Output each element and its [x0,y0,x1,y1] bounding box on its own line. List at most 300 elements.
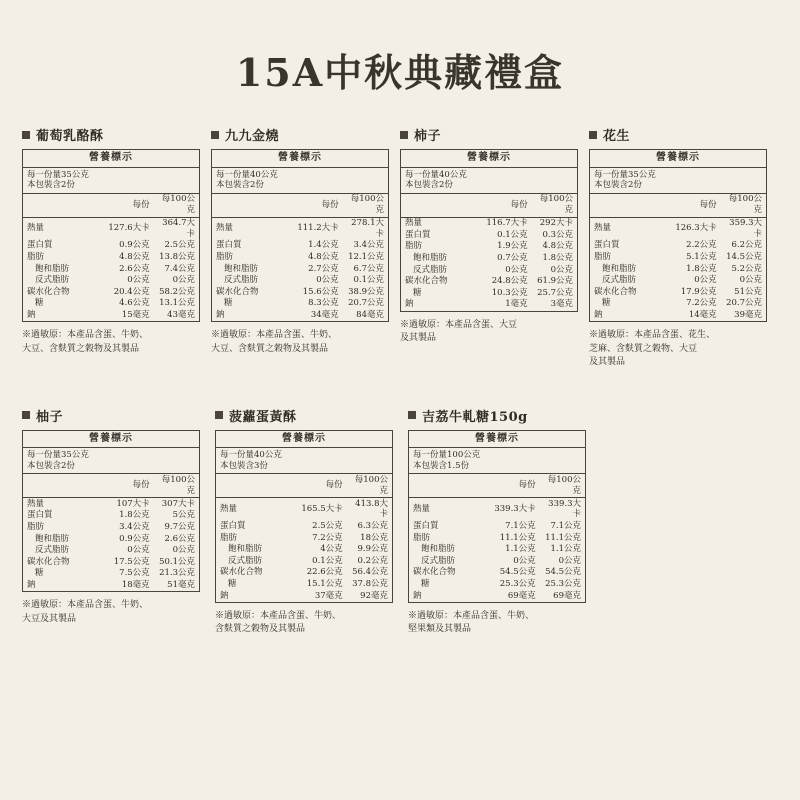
row-value-serving: 17.9公克 [680,286,717,297]
table-row [409,590,586,602]
allergen-line: ※過敏原：本產品含蛋、牛奶、 [22,600,149,611]
row-value-100g: 54.5公克 [545,567,581,578]
row-label: 碳水化合物 [27,286,70,297]
row-label: 蛋白質 [413,520,439,531]
table-row [212,251,389,263]
col-per-100g: 每100公克 [719,193,767,217]
row-value-serving: 4.8公克 [119,251,150,262]
row-value-serving: 34毫克 [310,310,339,320]
product-name: 九九金燒 [225,129,280,144]
row-value-100g: 14.5公克 [726,251,762,262]
row-value-serving: 0.1公克 [312,555,343,566]
table-row [23,310,200,322]
pack-servings: 本包裝含2份 [27,460,75,471]
row-label: 飽和脂肪 [35,263,70,274]
row-value-serving: 20.4公克 [113,286,150,297]
allergen-line: 大豆、含麩質之穀物及其製品 [22,343,140,354]
row-label: 反式脂肪 [35,545,70,556]
allergen-line: 大豆及其製品 [22,613,77,624]
col-blank [212,193,293,217]
row-label: 鈉 [216,310,225,320]
row-value-100g: 20.7公克 [726,298,762,309]
row-value-serving: 2.6公克 [119,263,150,274]
table-row [401,217,578,229]
row-value-100g: 292大卡 [539,218,573,228]
table-row [401,276,578,288]
bullet-square-icon [408,411,416,419]
row-value-100g: 0公克 [172,545,195,556]
row-value-100g: 1.1公克 [550,544,581,555]
table-row [590,310,767,322]
col-blank [401,193,482,217]
serving-info [23,448,200,474]
table-row [409,532,586,544]
row-label: 飽和脂肪 [602,263,637,274]
row-label: 飽和脂肪 [413,252,448,263]
serving-info [590,167,767,193]
row-label: 反式脂肪 [224,275,259,286]
table-row [590,240,767,252]
row-value-serving: 1.8公克 [119,510,150,521]
row-value-serving: 0.1公克 [497,229,528,240]
allergen-line: 及其製品 [589,357,626,368]
row-value-100g: 25.3公克 [545,579,581,589]
allergen-line: 芝麻、含麩質之穀物、大豆 [589,343,698,354]
row-value-100g: 413.8大卡 [355,498,388,520]
row-value-serving: 22.6公克 [306,567,343,578]
row-value-100g: 38.9公克 [348,286,384,297]
product-name: 葡萄乳酪酥 [36,129,104,144]
row-value-serving: 10.3公克 [491,287,528,298]
row-label: 脂肪 [220,532,238,543]
row-value-serving: 0.9公克 [119,533,150,544]
row-label: 鈉 [594,310,603,320]
row-value-100g: 13.8公克 [159,251,195,262]
allergen-note [408,610,588,637]
row-value-serving: 116.7大卡 [486,218,528,228]
row-label: 碳水化合物 [216,286,259,297]
row-label: 碳水化合物 [594,286,637,297]
product-card [211,125,396,370]
pack-servings: 本包裝含1.5份 [413,460,470,471]
row-value-serving: 15毫克 [121,310,150,320]
table-row [23,545,200,557]
row-value-100g: 25.7公克 [537,287,573,298]
row-label: 脂肪 [594,251,612,262]
table-row [212,240,389,252]
table-row [23,568,200,580]
row-value-serving: 7.1公克 [505,520,536,531]
table-row [23,533,200,545]
row-value-serving: 2.7公克 [308,263,339,274]
row-label: 鈉 [413,590,422,601]
row-label: 熱量 [216,223,234,234]
allergen-line: ※過敏原：本產品含蛋、花生、 [589,330,716,341]
nutrition-table [22,149,200,322]
row-value-100g: 92毫克 [360,590,388,601]
product-card [215,406,404,637]
allergen-note [215,610,395,637]
row-value-serving: 5.1公克 [686,251,717,262]
nutrition-title: 營養標示 [23,150,200,168]
col-per-serving: 每份 [104,193,152,217]
nutrition-table [408,430,586,603]
nutrition-title: 營養標示 [216,430,393,448]
row-label: 糖 [602,298,611,309]
row-value-100g: 0.3公克 [542,229,573,240]
product-name: 吉荔牛軋糖150g [422,409,528,425]
table-row [23,498,200,510]
table-row [401,264,578,276]
row-value-100g: 51毫克 [167,580,195,590]
product-name: 柿子 [414,129,442,144]
table-row [212,286,389,298]
table-row [23,217,200,240]
table-row [401,229,578,241]
serving-size: 每一份量35公克 [27,169,89,180]
pack-servings: 本包裝含2份 [405,180,453,191]
table-row [216,544,393,556]
col-blank [216,474,297,498]
pack-servings: 本包裝含3份 [220,460,268,471]
table-row [212,310,389,322]
serving-size: 每一份量40公克 [216,169,278,180]
row-value-serving: 0公克 [127,275,150,286]
row-value-100g: 6.2公克 [731,240,762,251]
allergen-note [400,319,580,346]
row-value-serving: 0.9公克 [119,240,150,251]
row-value-100g: 307大卡 [161,498,195,509]
row-value-100g: 0公克 [558,555,581,566]
row-label: 糖 [35,568,44,579]
allergen-note [211,329,391,356]
row-value-serving: 0.7公克 [497,252,528,263]
row-label: 熱量 [594,223,612,234]
product-header [22,406,211,425]
row-value-100g: 69毫克 [553,590,581,601]
row-label: 熱量 [405,218,423,228]
row-value-100g: 58.2公克 [159,286,195,297]
row-value-100g: 0公克 [172,275,195,286]
table-row [212,298,389,310]
product-header [589,125,774,144]
table-row [401,287,578,299]
table-row [23,251,200,263]
col-per-100g: 每100公克 [530,193,578,217]
row-label: 脂肪 [27,521,45,532]
serving-size: 每一份量40公克 [220,450,282,461]
row-label: 反式脂肪 [413,264,448,275]
row-label: 蛋白質 [220,520,246,531]
row-value-100g: 4.8公克 [542,241,573,252]
table-row [590,217,767,240]
row-value-100g: 5.2公克 [731,263,762,274]
col-per-100g: 每100公克 [345,474,393,498]
col-per-serving: 每份 [482,193,530,217]
table-row [590,263,767,275]
allergen-line: 大豆、含麩質之穀物及其製品 [211,343,329,354]
allergen-line: ※過敏原：本產品含蛋、牛奶、 [22,330,149,341]
row-value-serving: 1.8公克 [686,263,717,274]
row-label: 飽和脂肪 [35,533,70,544]
row-label: 熱量 [27,498,45,509]
row-value-serving: 4.8公克 [308,251,339,262]
nutrition-title: 營養標示 [401,150,578,168]
table-row [23,240,200,252]
pack-servings: 本包裝含2份 [594,180,642,191]
row-value-serving: 25.3公克 [499,579,536,589]
row-value-serving: 7.2公克 [312,532,343,543]
column-header-row [401,193,578,217]
serving-size: 每一份量100公克 [413,450,481,461]
row-value-serving: 0公克 [694,275,717,286]
row-label: 蛋白質 [405,229,431,240]
row-value-serving: 107大卡 [116,498,150,509]
table-row [409,544,586,556]
row-value-100g: 6.7公克 [353,263,384,274]
row-value-100g: 21.3公克 [159,568,195,579]
table-row [212,263,389,275]
row-value-serving: 0公克 [127,545,150,556]
row-label: 碳水化合物 [413,567,456,578]
column-header-row [212,193,389,217]
table-row [590,251,767,263]
row-value-100g: 39毫克 [734,310,762,320]
product-card [22,406,211,637]
serving-info [216,448,393,474]
row-value-100g: 364.7大卡 [162,218,195,239]
row-label: 鈉 [27,580,36,590]
product-name: 菠蘿蛋黃酥 [229,409,297,425]
column-header-row [23,193,200,217]
nutrition-title: 營養標示 [590,150,767,168]
column-header-row [23,474,200,498]
row-value-100g: 43毫克 [167,310,195,320]
row-value-serving: 1.9公克 [497,241,528,252]
product-name: 柚子 [36,409,64,425]
allergen-line: ※過敏原：本產品含蛋、牛奶、 [211,330,338,341]
row-value-100g: 0.2公克 [357,555,388,566]
col-blank [409,474,490,498]
row-value-serving: 18毫克 [121,580,150,590]
bullet-square-icon [215,411,223,419]
row-label: 糖 [35,298,44,309]
row-value-serving: 15.6公克 [302,286,339,297]
allergen-line: 堅果類及其製品 [408,624,472,635]
col-per-100g: 每100公克 [152,193,200,217]
bullet-square-icon [400,131,408,139]
row-value-100g: 37.8公克 [352,579,388,589]
row-value-serving: 15.1公克 [306,579,343,589]
allergen-note [22,599,202,626]
row-value-serving: 7.5公克 [119,568,150,579]
col-per-serving: 每份 [297,474,345,498]
serving-size: 每一份量35公克 [594,169,656,180]
row-label: 熱量 [27,223,45,234]
row-value-serving: 165.5大卡 [301,503,343,514]
col-per-serving: 每份 [293,193,341,217]
row-value-serving: 127.6大卡 [108,223,150,234]
product-header [211,125,396,144]
row-value-serving: 339.3大卡 [494,503,536,514]
row-value-100g: 2.5公克 [164,240,195,251]
row-value-serving: 24.8公克 [491,276,528,287]
row-value-100g: 5公克 [172,510,195,521]
row-value-serving: 54.5公克 [499,567,536,578]
product-header [215,406,404,425]
table-row [216,590,393,602]
allergen-line: 及其製品 [400,333,437,343]
table-row [590,298,767,310]
row-label: 脂肪 [405,241,423,252]
pack-servings: 本包裝含2份 [27,180,75,191]
row-value-serving: 4.6公克 [119,298,150,309]
table-row [23,521,200,533]
col-blank [23,474,104,498]
table-row [409,567,586,579]
row-value-100g: 12.1公克 [348,251,384,262]
col-per-serving: 每份 [490,474,538,498]
row-value-serving: 1.1公克 [505,544,536,555]
row-label: 鈉 [220,590,229,601]
row-label: 鈉 [405,299,414,310]
table-row [409,555,586,567]
serving-size: 每一份量35公克 [27,450,89,461]
row-value-100g: 51公克 [734,286,762,297]
product-card [22,125,207,370]
allergen-line: 含麩質之穀物及其製品 [215,624,306,635]
table-row [401,252,578,264]
col-per-100g: 每100公克 [152,474,200,498]
row-value-serving: 1毫克 [505,299,528,310]
product-card [400,125,585,370]
nutrition-table [215,430,393,603]
row-label: 脂肪 [27,251,45,262]
allergen-line: ※過敏原：本產品含蛋、牛奶、 [408,610,535,621]
row-value-100g: 6.3公克 [357,520,388,531]
row-value-serving: 69毫克 [507,590,536,601]
serving-info [212,167,389,193]
row-value-100g: 20.7公克 [348,298,384,309]
product-row-bottom [0,406,800,637]
row-value-100g: 3毫克 [550,299,573,310]
row-value-100g: 0公克 [550,264,573,275]
serving-size: 每一份量40公克 [405,169,467,180]
row-value-100g: 278.1大卡 [351,218,384,239]
row-label: 碳水化合物 [405,276,448,287]
table-row [216,579,393,591]
table-row [23,298,200,310]
row-value-100g: 13.1公克 [159,298,195,309]
row-value-serving: 1.4公克 [308,240,339,251]
row-value-100g: 3.4公克 [353,240,384,251]
row-label: 飽和脂肪 [224,263,259,274]
table-row [401,241,578,253]
row-label: 糖 [224,298,233,309]
column-header-row [216,474,393,498]
row-value-serving: 0公克 [513,555,536,566]
col-blank [590,193,671,217]
product-header [408,406,597,425]
allergen-note [589,329,769,370]
col-per-100g: 每100公克 [341,193,389,217]
row-label: 反式脂肪 [602,275,637,286]
product-card [408,406,597,637]
row-label: 蛋白質 [594,240,620,251]
nutrition-table [22,430,200,593]
table-row [409,579,586,591]
row-value-serving: 37毫克 [314,590,343,601]
row-label: 反式脂肪 [35,275,70,286]
col-blank [23,193,104,217]
row-label: 反式脂肪 [228,555,263,566]
row-value-100g: 7.1公克 [550,520,581,531]
row-label: 糖 [228,579,237,589]
nutrition-title: 營養標示 [23,430,200,448]
row-value-100g: 1.8公克 [542,252,573,263]
row-label: 熱量 [413,503,431,514]
bullet-square-icon [22,131,30,139]
row-value-100g: 11.1公克 [545,532,581,543]
row-label: 糖 [413,287,422,298]
serving-info [401,167,578,193]
row-value-100g: 0公克 [739,275,762,286]
table-row [212,275,389,287]
row-label: 熱量 [220,503,238,514]
table-row [23,275,200,287]
row-label: 蛋白質 [27,510,53,521]
serving-info [23,167,200,193]
nutrition-title: 營養標示 [409,430,586,448]
table-row [590,286,767,298]
row-value-serving: 4公克 [320,544,343,555]
row-value-100g: 9.7公克 [164,521,195,532]
table-row [590,275,767,287]
row-value-serving: 0公克 [316,275,339,286]
allergen-line: ※過敏原：本產品含蛋、牛奶、 [215,610,342,621]
table-row [23,286,200,298]
table-row [216,498,393,521]
table-row [216,567,393,579]
table-row [216,555,393,567]
row-label: 鈉 [27,310,36,320]
col-per-serving: 每份 [104,474,152,498]
row-value-100g: 18公克 [360,532,388,543]
nutrition-title: 營養標示 [212,150,389,168]
table-row [212,217,389,240]
bullet-square-icon [22,411,30,419]
row-label: 反式脂肪 [421,555,456,566]
col-per-100g: 每100公克 [538,474,586,498]
table-row [401,299,578,311]
product-name: 花生 [603,129,631,144]
row-label: 蛋白質 [216,240,242,251]
row-value-serving: 111.2大卡 [297,223,339,234]
pack-servings: 本包裝含2份 [216,180,264,191]
row-value-serving: 126.3大卡 [675,223,717,234]
product-header [400,125,585,144]
product-row-top [0,125,800,370]
row-label: 脂肪 [413,532,431,543]
row-value-serving: 8.3公克 [308,298,339,309]
allergen-note [22,329,202,356]
nutrition-table [211,149,389,322]
row-label: 碳水化合物 [220,567,263,578]
bullet-square-icon [211,131,219,139]
row-value-100g: 359.3大卡 [729,218,762,239]
row-value-serving: 17.5公克 [113,556,150,567]
row-label: 脂肪 [216,251,234,262]
